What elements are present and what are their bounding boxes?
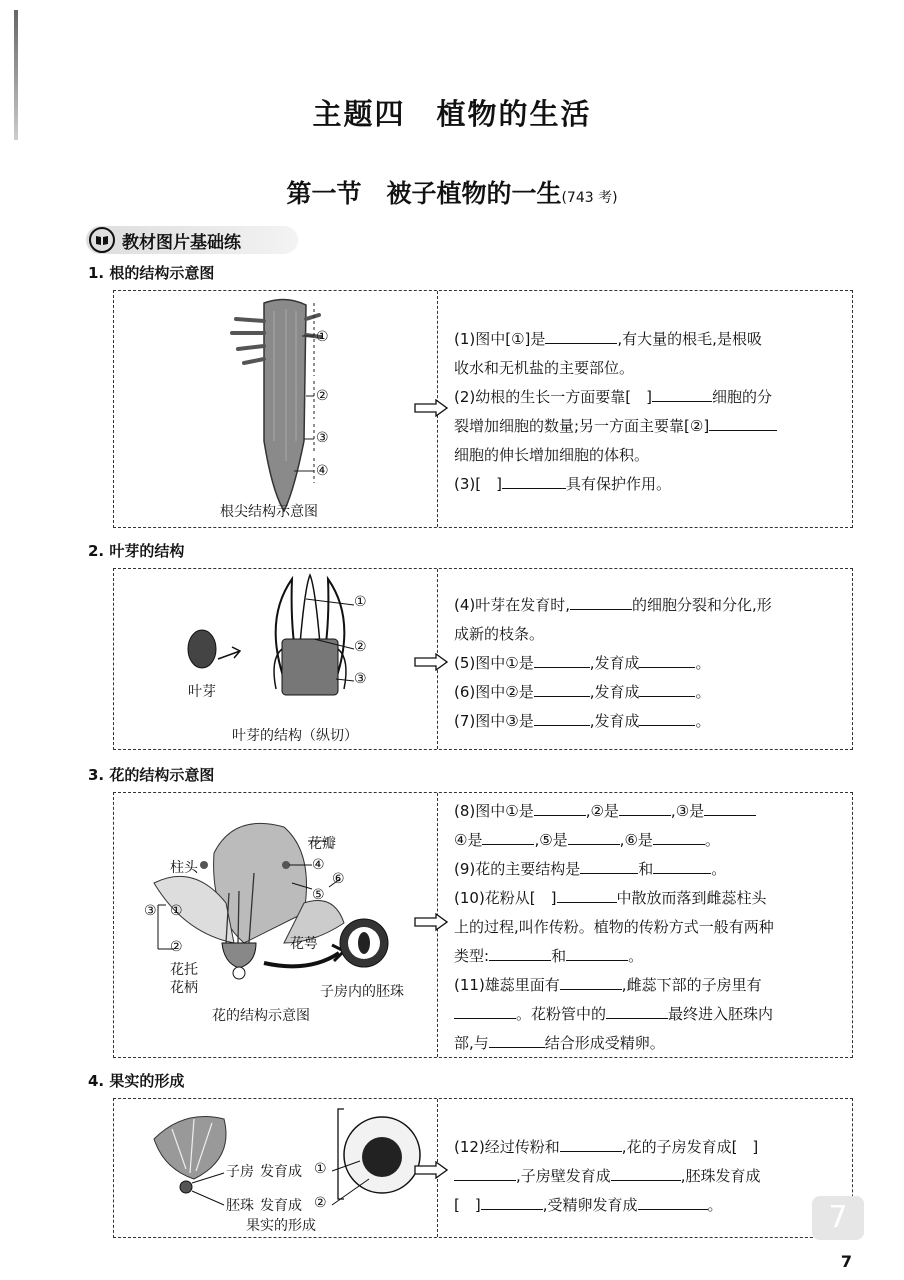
q2-line: ,发育成 [589, 683, 640, 701]
q2-line: ,发育成 [589, 654, 640, 672]
answer-blank[interactable] [611, 1164, 681, 1181]
q1-line: (1)图中[①]是 [454, 330, 546, 348]
arrow-icon [414, 653, 448, 671]
q3-line: 最终进入胚珠内 [668, 1005, 774, 1023]
root-label-1: ① [316, 329, 329, 345]
answer-blank[interactable] [568, 828, 620, 845]
answer-blank[interactable] [580, 857, 638, 874]
q1-line: 裂增加细胞的数量;另一方面主要靠[②] [454, 417, 710, 435]
q1-line: 具有保护作用。 [565, 475, 671, 493]
answer-blank[interactable] [534, 799, 586, 816]
answer-blank[interactable] [557, 886, 617, 903]
label-5: ⑤ [312, 887, 325, 903]
arrow-icon [414, 1161, 448, 1179]
q3-line: ④是 [454, 831, 483, 849]
answer-blank[interactable] [652, 385, 712, 402]
answer-blank[interactable] [534, 709, 590, 726]
q4-line: 。 [707, 1196, 723, 1214]
q3-line: (8)图中①是 [454, 802, 534, 820]
q3-heading: 3. 花的结构示意图 [88, 766, 215, 784]
q1-caption: 根尖结构示意图 [220, 504, 318, 520]
q1-heading: 1. 根的结构示意图 [88, 264, 215, 282]
q1-text [454, 325, 842, 499]
answer-blank[interactable] [709, 414, 777, 431]
q4-line: (12)经过传粉和 [454, 1138, 560, 1156]
arrow-icon [414, 913, 448, 931]
bud-label-2: ② [354, 639, 367, 655]
answer-blank[interactable] [481, 1193, 543, 1210]
leaf-bud-label: 叶芽 [188, 684, 216, 700]
q1-figure [114, 291, 437, 527]
answer-blank[interactable] [639, 680, 695, 697]
q3-line: 和 [551, 947, 567, 965]
leaf-bud-diagram [114, 569, 437, 749]
bud-label-1: ① [354, 594, 367, 610]
q4-figure [114, 1099, 437, 1237]
q4-line: [ ] [454, 1196, 481, 1214]
answer-blank[interactable] [704, 799, 756, 816]
q2-line: 。 [695, 712, 711, 730]
answer-blank[interactable] [639, 709, 695, 726]
q2-figure [114, 569, 437, 749]
section-title-text: 第一节 被子植物的一生 [286, 179, 562, 208]
q3-text [454, 797, 842, 1058]
q2-line: ,发育成 [589, 712, 640, 730]
q4-line: ,胚珠发育成 [680, 1167, 761, 1185]
page-number: 7 [840, 1252, 852, 1271]
label-petal: 花瓣 [308, 836, 336, 852]
answer-blank[interactable] [534, 651, 590, 668]
q4-caption: 果实的形成 [246, 1218, 316, 1234]
exam-count: (743 考) [561, 190, 618, 206]
answer-blank[interactable] [653, 828, 705, 845]
answer-blank[interactable] [639, 651, 695, 668]
q2-line: 成新的枝条。 [454, 625, 545, 643]
q2-line: (7)图中③是 [454, 712, 534, 730]
answer-blank[interactable] [482, 828, 534, 845]
label-develop-1: 发育成 [260, 1164, 302, 1180]
q4-box [113, 1098, 853, 1238]
q4-heading: 4. 果实的形成 [88, 1072, 185, 1090]
answer-blank[interactable] [502, 472, 566, 489]
q3-box [113, 792, 853, 1058]
label-2: ② [170, 939, 183, 955]
q3-line: ,雌蕊下部的子房里有 [621, 976, 762, 994]
answer-blank[interactable] [653, 857, 711, 874]
q3-line: (10)花粉从[ ] [454, 889, 557, 907]
label-develop-2: 发育成 [260, 1198, 302, 1214]
q2-line: 的细胞分裂和分化,形 [632, 596, 772, 614]
label-4: ④ [312, 857, 325, 873]
label-fruit-2: ② [314, 1195, 327, 1211]
q3-caption: 花的结构示意图 [212, 1008, 310, 1024]
q3-line: ,⑤是 [534, 831, 568, 849]
label-receptacle: 花托 [170, 962, 198, 978]
q4-line: ,受精卵发育成 [542, 1196, 638, 1214]
answer-blank[interactable] [489, 1031, 545, 1048]
q1-line: 细胞的伸长增加细胞的体积。 [454, 446, 650, 464]
answer-blank[interactable] [489, 944, 551, 961]
q3-line: (9)花的主要结构是 [454, 860, 581, 878]
q1-box [113, 290, 853, 528]
exercise-banner [86, 226, 298, 254]
q2-line: (4)叶芽在发育时, [454, 596, 571, 614]
q3-line: ,③是 [670, 802, 705, 820]
q3-line: ,⑥是 [619, 831, 653, 849]
q2-text [454, 591, 842, 736]
q4-line: ,子房壁发育成 [516, 1167, 611, 1185]
q3-line: 中散放而落到雌蕊柱头 [616, 889, 767, 907]
answer-blank[interactable] [606, 1002, 668, 1019]
q2-line: (5)图中①是 [454, 654, 534, 672]
q3-line: (11)雄蕊里面有 [454, 976, 560, 994]
q2-line: 。 [695, 683, 711, 701]
banner-label: 教材图片基础练 [122, 232, 241, 253]
answer-blank[interactable] [545, 327, 617, 344]
answer-blank[interactable] [566, 944, 628, 961]
q1-line: (3)[ ] [454, 475, 502, 493]
q3-line: 。 [628, 947, 644, 965]
label-3: ③ [144, 903, 157, 919]
answer-blank[interactable] [638, 1193, 708, 1210]
q3-line: ,②是 [585, 802, 619, 820]
q3-line: 。 [704, 831, 720, 849]
q2-line: (6)图中②是 [454, 683, 534, 701]
root-label-2: ② [316, 388, 329, 404]
root-label-4: ④ [316, 463, 329, 479]
answer-blank[interactable] [570, 593, 632, 610]
root-label-3: ③ [316, 430, 329, 446]
q1-line: (2)幼根的生长一方面要靠[ ] [454, 388, 652, 406]
q3-line: 类型: [454, 947, 490, 965]
q1-line: ,有大量的根毛,是根吸 [617, 330, 762, 348]
label-calyx: 花萼 [290, 936, 318, 952]
label-fruit-1: ① [314, 1161, 327, 1177]
answer-blank[interactable] [454, 1164, 516, 1181]
q3-line: 部,与 [454, 1034, 489, 1052]
answer-blank[interactable] [454, 1002, 516, 1019]
q4-text [454, 1133, 842, 1220]
label-stigma: 柱头 [170, 860, 198, 876]
label-6: ⑥ [332, 871, 345, 887]
answer-blank[interactable] [619, 799, 671, 816]
page-badge: 7 [812, 1196, 864, 1240]
answer-blank[interactable] [560, 973, 622, 990]
label-1: ① [170, 903, 183, 919]
label-ovule: 胚珠 [226, 1198, 254, 1214]
label-ovary: 子房 [226, 1164, 254, 1180]
q2-line: 。 [695, 654, 711, 672]
q1-line: 收水和无机盐的主要部位。 [454, 359, 635, 377]
q3-line: 结合形成受精卵。 [544, 1034, 665, 1052]
q3-line: 。 [711, 860, 727, 878]
q3-line: 和 [638, 860, 654, 878]
q3-line: 。花粉管中的 [516, 1005, 607, 1023]
q1-line: 细胞的分 [711, 388, 772, 406]
q2-heading: 2. 叶芽的结构 [88, 542, 185, 560]
bud-label-3: ③ [354, 671, 367, 687]
book-icon [89, 227, 115, 253]
answer-blank[interactable] [534, 680, 590, 697]
q2-box [113, 568, 853, 750]
root-tip-diagram [114, 291, 437, 527]
q4-line: ,花的子房发育成[ ] [621, 1138, 759, 1156]
page-title: 主题四 植物的生活 [312, 97, 592, 131]
q3-figure [114, 793, 437, 1057]
section-title [0, 174, 904, 210]
q3-line: 上的过程,叫作传粉。植物的传粉方式一般有两种 [454, 918, 774, 936]
answer-blank[interactable] [560, 1135, 622, 1152]
q2-caption: 叶芽的结构（纵切） [232, 728, 358, 744]
label-pedicel: 花柄 [170, 980, 198, 996]
arrow-icon [414, 399, 448, 417]
label-ovule: 子房内的胚珠 [320, 984, 404, 1000]
